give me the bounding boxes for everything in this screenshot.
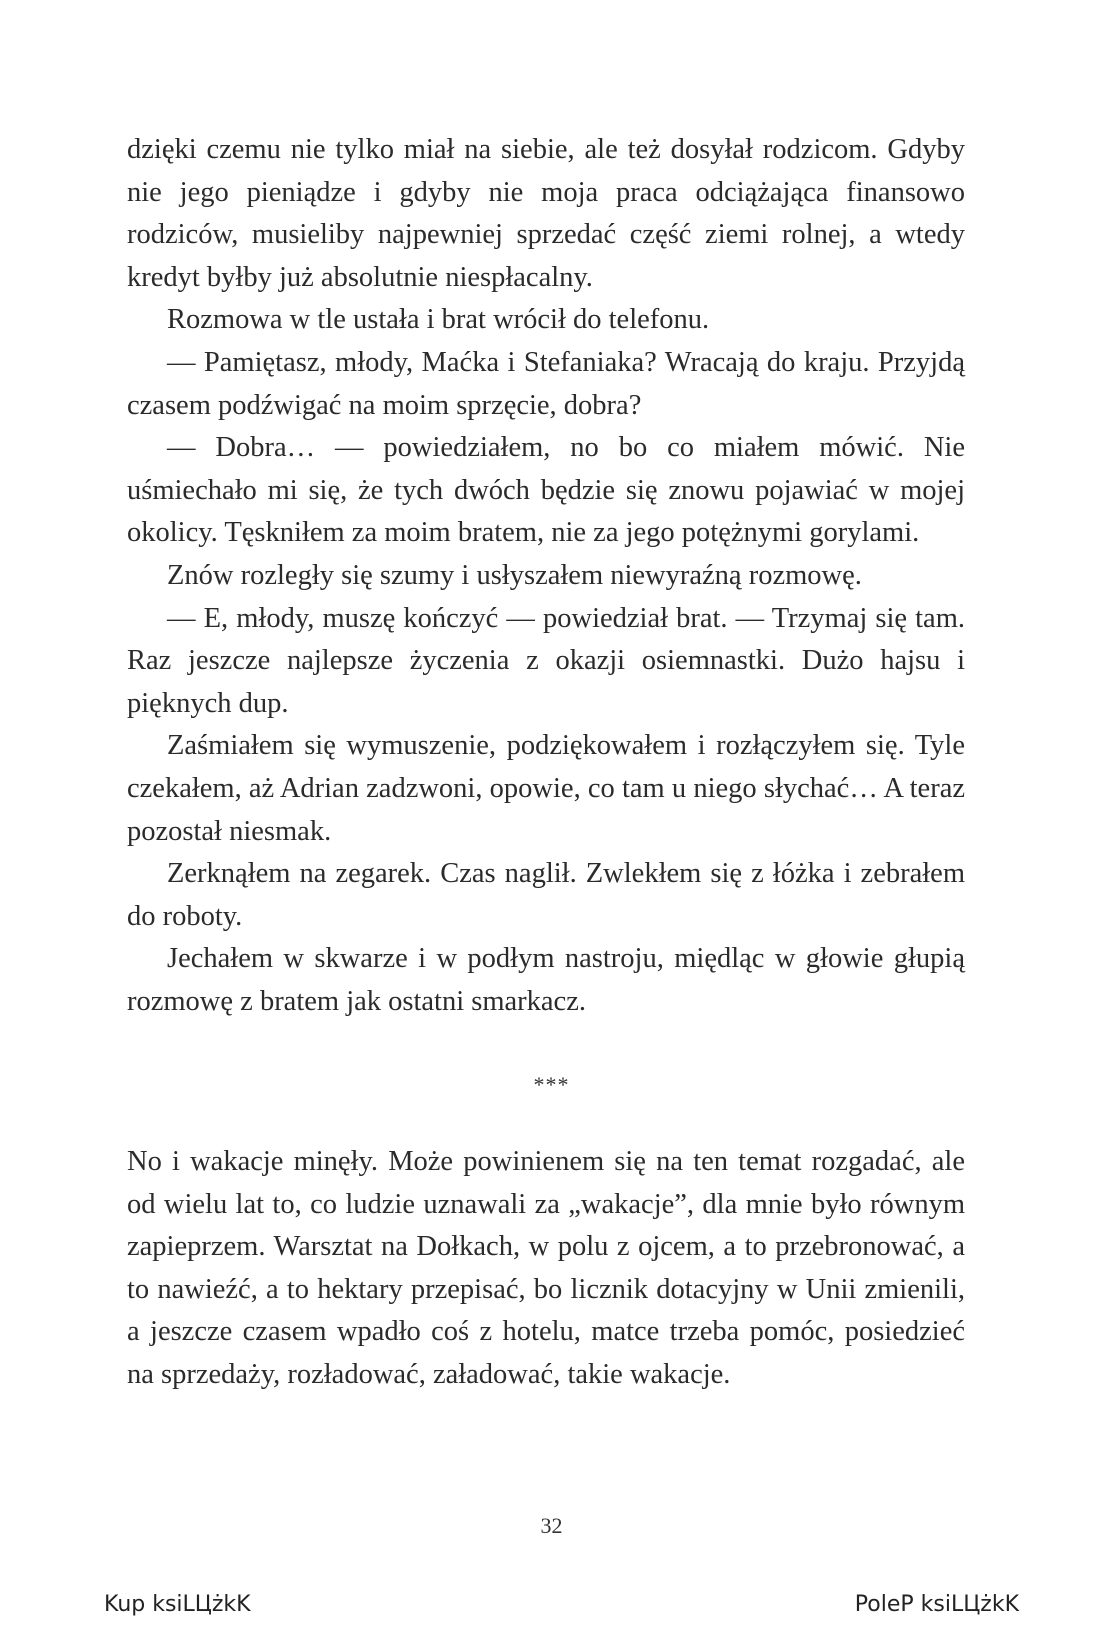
paragraph: dzięki czemu nie tylko miał na siebie, ale też dosyłał rodzicom. Gdyby nie jego pieniądze i gdyby nie moja praca odciążająca finansowo rodziców, musieliby najpewniej sprzedać część ziemi rolnej, a wtedy kredyt byłby już absolutnie niespłacalny. — [127, 134, 965, 293]
section-separator: *** — [533, 1072, 570, 1097]
paragraph: — Pamiętasz, młody, Maćka i Stefaniaka? Wracają do kraju. Przyjdą czasem podźwigać na moim sprzęcie, dobra? — [127, 346, 965, 421]
paragraph: No i wakacje minęły. Może powinienem się na ten temat rozgadać, ale od wielu lat to, co ludzie uznawali za „wakacje”, dla mnie było równym zapieprzem. Warsztat na Dołkach, w polu z ojcem, a to przebronować, a to nawieźć, a to hektary przepisać, bo licznik dotacyjny w Unii zmienili, a jeszcze czasem wpadło coś z hotelu, matce trzeba pomóc, posiedzieć na sprzedaży, rozładować, załadować, takie wakacje. — [127, 1146, 965, 1390]
buy-book-link[interactable]: Kup ksiLЦżkK — [104, 1592, 251, 1617]
paragraph: Zerknąłem na zegarek. Czas naglił. Zwlekłem się z łóżka i zebrałem do roboty. — [127, 858, 965, 932]
paragraph: — E, młody, muszę kończyć — powiedział brat. — Trzymaj się tam. Raz jeszcze najlepsze życzenia z okazji osiemnastki. Dużo hajsu i pięknych dup. — [127, 602, 965, 719]
paragraph: Jechałem w skwarze i w podłym nastroju, międląc w głowie głupią rozmowę z bratem jak ostatni smarkacz. — [127, 943, 965, 1017]
text-block-bottom — [127, 1141, 965, 1397]
paragraph: Znów rozległy się szumy i usłyszałem niewyraźną rozmowę. — [167, 559, 862, 591]
text-block-top — [127, 129, 965, 1023]
paragraph: Rozmowa w tle ustała i brat wrócił do telefonu. — [167, 304, 710, 336]
page-number: 32 — [540, 1513, 563, 1538]
paragraph: Zaśmiałem się wymuszenie, podziękowałem i rozłączyłem się. Tyle czekałem, aż Adrian zadzwoni, opowie, co tam u niego słychać… A teraz pozostał niesmak. — [127, 730, 965, 847]
recommend-book-link[interactable]: PoleP ksiLЦżkK — [854, 1592, 1019, 1617]
paragraph: — Dobra… — powiedziałem, no bo co miałem mówić. Nie uśmiechało mi się, że tych dwóch będzie się znowu pojawiać w mojej okolicy. Tęskniłem za moim bratem, nie za jego potężnymi gorylami. — [127, 432, 965, 549]
